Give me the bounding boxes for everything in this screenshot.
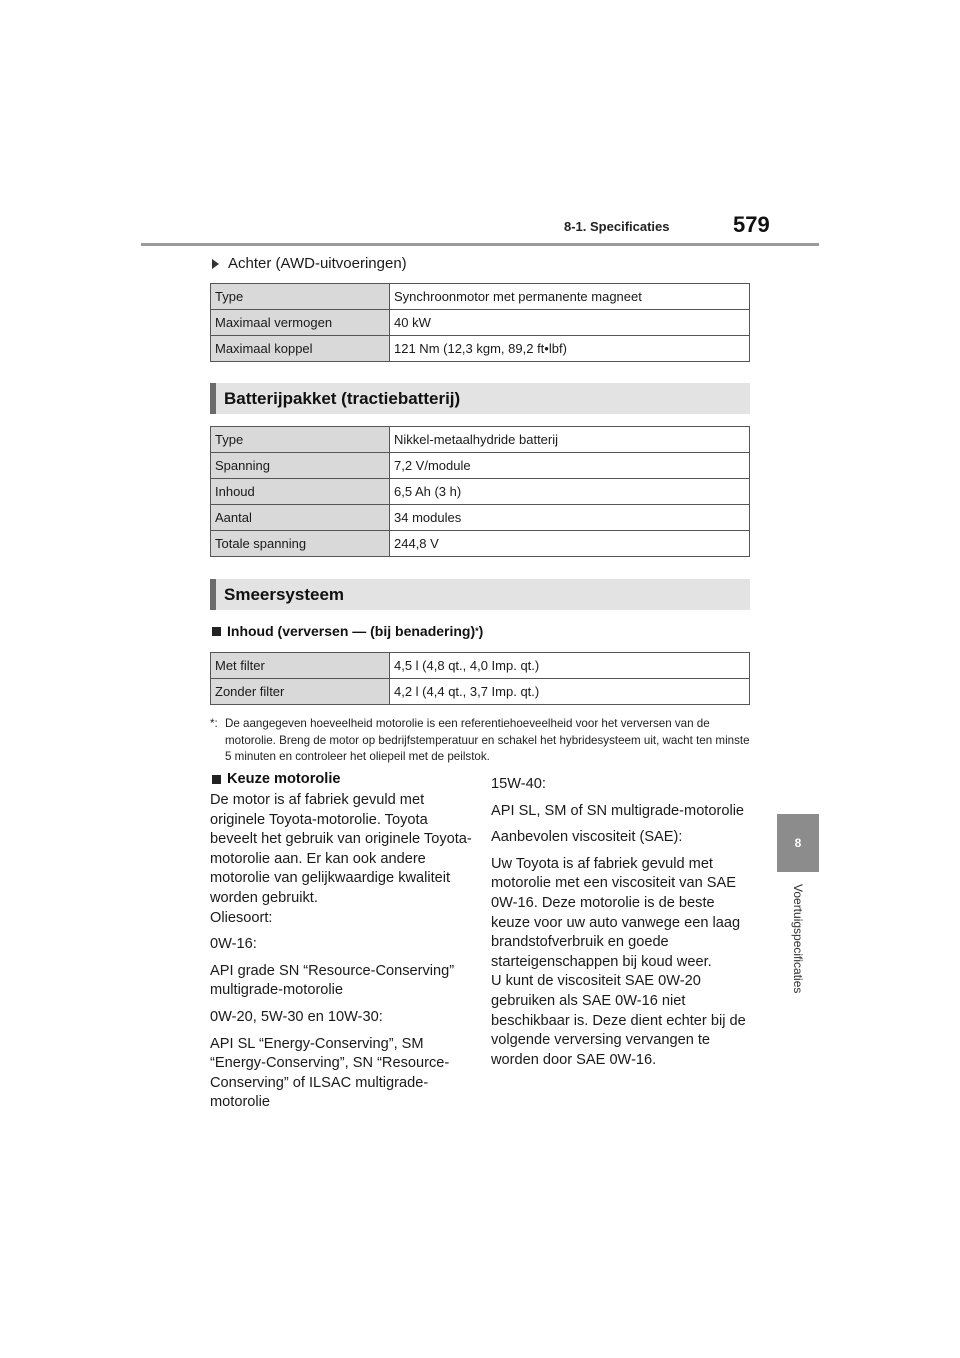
table-row <box>211 531 750 557</box>
chapter-label-text: Voertuigspecificaties <box>791 884 805 994</box>
chapter-side-label <box>788 884 808 1024</box>
viscosity-text-2: U kunt de viscositeit SAE 0W-20 gebruiken als SAE 0W-16 niet beschikbaar is. Deze dient echter bij de volgende verversing vervangen te worden door SAE 0W-16. <box>491 973 746 1068</box>
rear-motor-heading <box>212 255 407 272</box>
page-number: 579 <box>733 212 770 237</box>
oil-choice-heading-text: Keuze motorolie <box>227 771 341 787</box>
table-value: Nikkel-metaalhydride batterij <box>390 427 750 453</box>
table-key: Met filter <box>211 653 390 679</box>
table-value: 4,5 l (4,8 qt., 4,0 Imp. qt.) <box>390 653 750 679</box>
grade-2-label: 0W-20, 5W-30 en 10W-30: <box>210 1008 383 1025</box>
table-value: 4,2 l (4,4 qt., 3,7 Imp. qt.) <box>390 679 750 705</box>
capacity-heading-close: ) <box>478 623 484 639</box>
table-key: Zonder filter <box>211 679 390 705</box>
oil-choice-left-column <box>210 791 472 1120</box>
table-value: Synchroonmotor met permanente magneet <box>390 284 750 310</box>
square-bullet-icon <box>212 627 221 636</box>
table-value: 7,2 V/module <box>390 453 750 479</box>
table-row <box>211 653 750 679</box>
footnote-mark: *: <box>210 717 218 730</box>
capacity-heading-text: Inhoud (verversen — (bij benadering) <box>227 623 476 639</box>
table-value: 34 modules <box>390 505 750 531</box>
battery-table <box>210 426 750 557</box>
table-key: Maximaal koppel <box>211 336 390 362</box>
table-value: 121 Nm (12,3 kgm, 89,2 ft•lbf) <box>390 336 750 362</box>
table-value: 244,8 V <box>390 531 750 557</box>
footnote-text: De aangegeven hoeveelheid motorolie is een referentiehoeveelheid voor het verversen van de motorolie. Breng de motor op bedrijfstemperatuur en schakel het hybridesysteem uit, wacht ten minste 5 minuten en controleer het oliepeil met de peilstok. <box>225 717 750 763</box>
table-value: 40 kW <box>390 310 750 336</box>
table-row <box>211 453 750 479</box>
table-row <box>211 679 750 705</box>
table-value: 6,5 Ah (3 h) <box>390 479 750 505</box>
oil-capacity-table <box>210 652 750 705</box>
square-bullet-icon <box>212 775 221 784</box>
viscosity-label: Aanbevolen viscositeit (SAE): <box>491 829 683 846</box>
table-key: Totale spanning <box>211 531 390 557</box>
grade-3-text: API SL, SM of SN multigrade-motorolie <box>491 802 745 819</box>
footnote <box>210 716 750 766</box>
section-title: 8-1. Specificaties <box>564 219 670 234</box>
rear-motor-table <box>210 283 750 362</box>
lubrication-section-title: Smeersysteem <box>210 579 750 610</box>
table-key: Spanning <box>211 453 390 479</box>
table-row <box>211 505 750 531</box>
oil-choice-heading <box>212 771 341 787</box>
table-row <box>211 479 750 505</box>
table-key: Type <box>211 427 390 453</box>
table-key: Inhoud <box>211 479 390 505</box>
table-row <box>211 310 750 336</box>
oil-type-label: Oliesoort: <box>210 909 273 926</box>
grade-1-label: 0W-16: <box>210 936 257 953</box>
grade-2-text: API SL “Energy-Conserving”, SM “Energy-Conserving”, SN “Resource-Conserving” of ILSAC multigrade-motorolie <box>210 1035 450 1111</box>
table-key: Type <box>211 284 390 310</box>
oil-choice-right-column <box>491 775 753 1077</box>
table-row <box>211 427 750 453</box>
table-key: Maximaal vermogen <box>211 310 390 336</box>
battery-section-title: Batterijpakket (tractiebatterij) <box>210 383 750 414</box>
rear-motor-heading-text: Achter (AWD-uitvoeringen) <box>228 255 407 272</box>
chapter-tab <box>777 814 819 872</box>
grade-3-label: 15W-40: <box>491 776 546 792</box>
table-row <box>211 284 750 310</box>
table-key: Aantal <box>211 505 390 531</box>
table-row <box>211 336 750 362</box>
viscosity-text: Uw Toyota is af fabriek gevuld met motorolie met een viscositeit van SAE 0W-16. Deze motorolie is de beste keuze voor uw auto vanwege een laag brandstofverbruik en goede starteigenschappen bij koud weer. <box>491 855 741 970</box>
capacity-heading <box>212 623 483 639</box>
triangle-bullet-icon <box>212 259 219 269</box>
grade-1-text: API grade SN “Resource-Conserving” multigrade-motorolie <box>210 962 455 999</box>
header-divider <box>141 243 819 246</box>
chapter-number: 8 <box>794 836 802 850</box>
capacity-footnote-ref: * <box>475 626 479 636</box>
oil-choice-intro: De motor is af fabriek gevuld met originele Toyota-motorolie. Toyota beveelt het gebruik van originele Toyota-motorolie aan. Er kan ook andere motorolie van gelijkwaardige kwaliteit worden gebruikt. <box>210 792 472 906</box>
